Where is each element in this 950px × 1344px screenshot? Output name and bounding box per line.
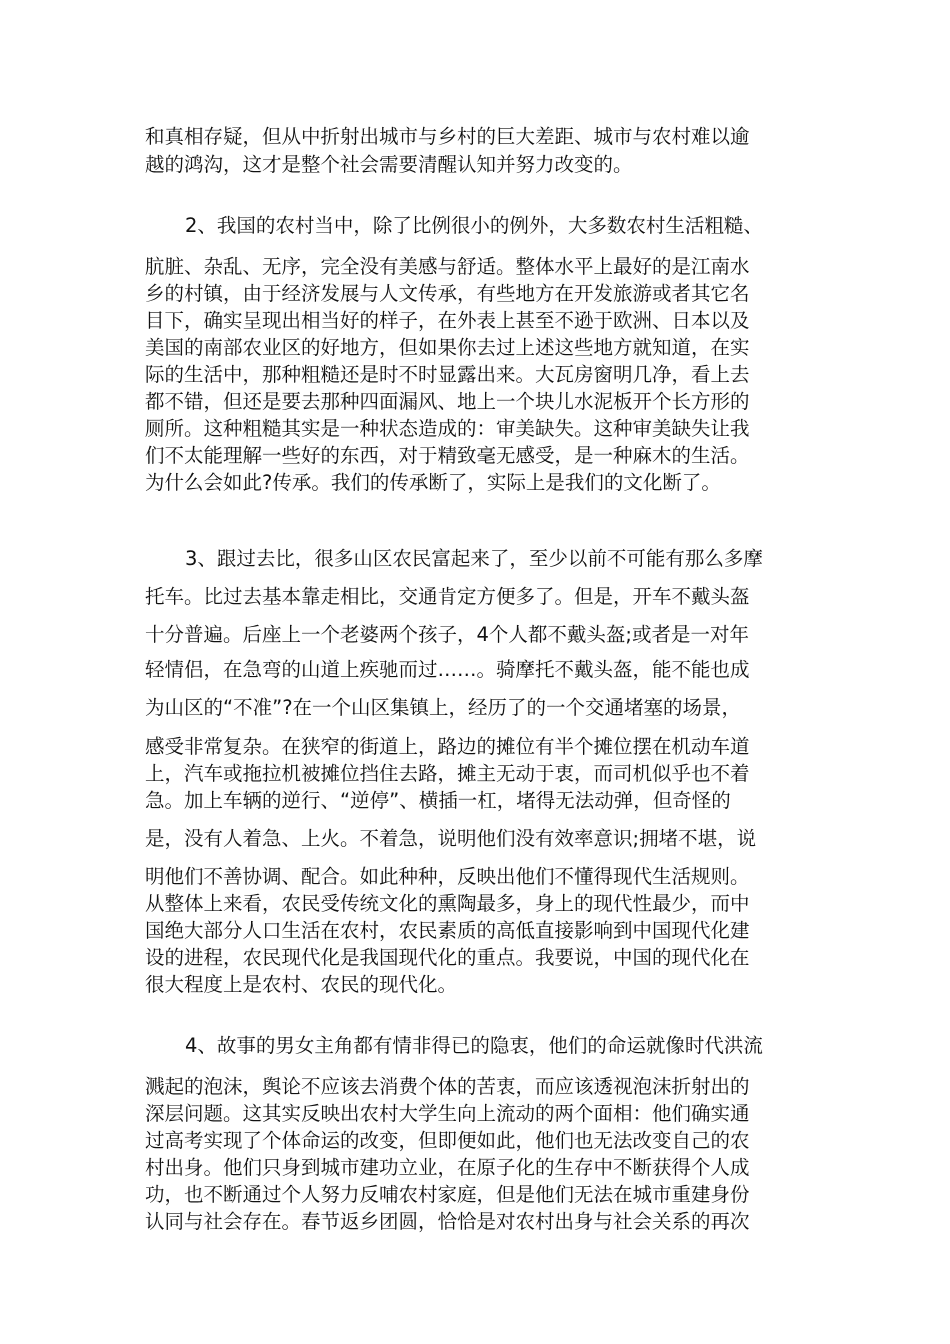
text-line: 村出身。他们只身到城市建功立业，在原子化的生存中不断获得个人成: [145, 1156, 750, 1179]
text-line: 十分普遍。后座上一个老婆两个孩子，4个人都不戴头盔;或者是一对年: [145, 623, 749, 646]
text-line: 3、跟过去比，很多山区农民富起来了，至少以前不可能有那么多摩: [185, 547, 763, 570]
text-line: 们不太能理解一些好的东西，对于精致毫无感受，是一种麻木的生活。: [145, 444, 750, 467]
text-line: 际的生活中，那种粗糙还是时不时显露出来。大瓦房窗明几净，看上去: [145, 363, 750, 386]
text-line: 都不错，但还是要去那种四面漏风、地上一个块儿水泥板开个长方形的: [145, 390, 750, 413]
text-line: 很大程度上是农村、农民的现代化。: [145, 973, 458, 996]
text-line: 和真相存疑，但从中折射出城市与乡村的巨大差距、城市与农村难以逾: [145, 125, 750, 148]
text-line: 认同与社会存在。春节返乡团圆，恰恰是对农村出身与社会关系的再次: [145, 1210, 750, 1233]
text-line: 越的鸿沟，这才是整个社会需要清醒认知并努力改变的。: [145, 153, 633, 176]
text-line: 明他们不善协调、配合。如此种种，反映出他们不懂得现代生活规则。: [145, 865, 750, 888]
text-line: 为什么会如此?传承。我们的传承断了，实际上是我们的文化断了。: [145, 471, 721, 494]
text-line: 2、我国的农村当中，除了比例很小的例外，大多数农村生活粗糙、: [185, 214, 763, 237]
text-line: 过高考实现了个体命运的改变，但即便如此，他们也无法改变自己的农: [145, 1129, 750, 1152]
text-line: 急。加上车辆的逆行、“逆停”、横插一杠，堵得无法动弹，但奇怪的: [145, 789, 731, 812]
text-line: 感受非常复杂。在狭窄的街道上，路边的摊位有半个摊位摆在机动车道: [145, 735, 750, 758]
text-line: 肮脏、杂乱、无序，完全没有美感与舒适。整体水平上最好的是江南水: [145, 255, 750, 278]
text-line: 深层问题。这其实反映出农村大学生向上流动的两个面相：他们确实通: [145, 1102, 750, 1125]
text-line: 轻情侣，在急弯的山道上疾驰而过……。骑摩托不戴头盔，能不能也成: [145, 658, 750, 681]
text-line: 4、故事的男女主角都有情非得已的隐衷，他们的命运就像时代洪流: [185, 1034, 763, 1057]
text-line: 溅起的泡沫，舆论不应该去消费个体的苦衷，而应该透视泡沫折射出的: [145, 1075, 750, 1098]
text-line: 从整体上来看，农民受传统文化的熏陶最多，身上的现代性最少，而中: [145, 892, 750, 915]
text-line: 目下，确实呈现出相当好的样子，在外表上甚至不逊于欧洲、日本以及: [145, 309, 750, 332]
text-line: 国绝大部分人口生活在农村，农民素质的高低直接影响到中国现代化建: [145, 919, 750, 942]
text-line: 厕所。这种粗糙其实是一种状态造成的：审美缺失。这种审美缺失让我: [145, 417, 750, 440]
text-line: 为山区的“不准”?在一个山区集镇上，经历了的一个交通堵塞的场景，: [145, 696, 742, 719]
text-line: 乡的村镇，由于经济发展与人文传承，有些地方在开发旅游或者其它名: [145, 282, 750, 305]
text-line: 是，没有人着急、上火。不着急，说明他们没有效率意识;拥堵不堪，说: [145, 827, 757, 850]
text-line: 功，也不断通过个人努力反哺农村家庭，但是他们无法在城市重建身份: [145, 1183, 750, 1206]
text-line: 上，汽车或拖拉机被摊位挡住去路，摊主无动于衷，而司机似乎也不着: [145, 762, 750, 785]
text-line: 设的进程，农民现代化是我国现代化的重点。我要说，中国的现代化在: [145, 946, 750, 969]
text-line: 托车。比过去基本靠走相比，交通肯定方便多了。但是，开车不戴头盔: [145, 585, 750, 608]
text-line: 美国的南部农业区的好地方，但如果你去过上述这些地方就知道，在实: [145, 336, 750, 359]
